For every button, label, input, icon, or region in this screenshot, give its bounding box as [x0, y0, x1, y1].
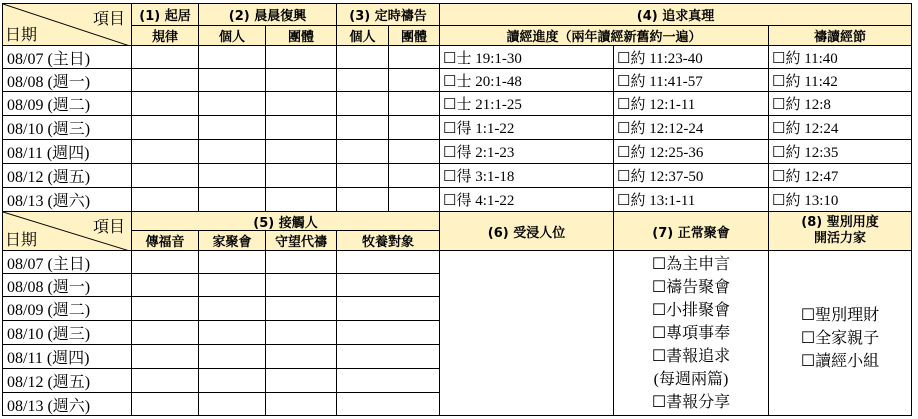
revival-group-cell[interactable] [265, 45, 337, 69]
prayer-group-cell[interactable] [388, 91, 440, 116]
nt-reading-checkbox[interactable]: ☐約 12:37-50 [613, 163, 769, 188]
corner-date-label: 日期 [5, 27, 38, 44]
ot-reading-checkbox[interactable]: ☐士 19:1-30 [439, 45, 614, 69]
header-col3-sub-group: 團體 [388, 25, 440, 46]
prayer-individual-cell[interactable] [336, 115, 389, 140]
revival-group-cell[interactable] [265, 163, 337, 188]
gospel-cell[interactable] [131, 368, 199, 393]
prayer-group-cell[interactable] [388, 187, 440, 212]
header-col6: (6) 受浸人位 [439, 211, 614, 251]
shepherding-cell[interactable] [336, 296, 440, 321]
meeting-service-checkbox[interactable]: ☐專項事奉 [651, 324, 731, 342]
intercession-cell[interactable] [265, 250, 337, 274]
prayer-group-cell[interactable] [388, 115, 440, 140]
shepherding-cell[interactable] [336, 344, 440, 369]
verse-checkbox[interactable]: ☐約 12:35 [768, 139, 912, 164]
verse-checkbox[interactable]: ☐約 11:42 [768, 68, 912, 92]
nt-reading-checkbox[interactable]: ☐約 11:41-57 [613, 68, 769, 92]
header-col3-sub-individual: 個人 [336, 25, 389, 46]
ot-reading-checkbox[interactable]: ☐得 4:1-22 [439, 187, 614, 212]
header-col5-home-meeting: 家聚會 [198, 230, 266, 251]
meeting-weekly-note: (每週兩篇) [653, 370, 729, 388]
corner-date-label: 日期 [5, 232, 38, 249]
shepherding-cell[interactable] [336, 368, 440, 393]
verse-checkbox[interactable]: ☐約 12:24 [768, 115, 912, 140]
gospel-cell[interactable] [131, 344, 199, 369]
header-col5-gospel: 傳福音 [131, 230, 199, 251]
routine-checkbox[interactable] [131, 45, 199, 69]
baptism-cell[interactable] [439, 250, 614, 416]
prayer-individual-cell[interactable] [336, 68, 389, 92]
revival-individual-cell[interactable] [198, 139, 266, 164]
revival-group-cell[interactable] [265, 68, 337, 92]
intercession-cell[interactable] [265, 273, 337, 297]
top-corner-header [2, 3, 132, 46]
bottom-corner-header [2, 211, 132, 251]
revival-group-cell[interactable] [265, 139, 337, 164]
gospel-cell[interactable] [131, 273, 199, 297]
prayer-group-cell[interactable] [388, 45, 440, 69]
prayer-group-cell[interactable] [388, 139, 440, 164]
date-cell: 08/11 (週四) [2, 344, 132, 369]
date-cell: 08/13 (週六) [2, 392, 132, 416]
routine-checkbox[interactable] [131, 187, 199, 212]
header-col1-sub: 規律 [131, 25, 199, 46]
header-col8-line2: 開活力家 [813, 231, 866, 246]
prayer-group-cell[interactable] [388, 163, 440, 188]
gospel-cell[interactable] [131, 392, 199, 416]
verse-checkbox[interactable]: ☐約 11:40 [768, 45, 912, 69]
prayer-individual-cell[interactable] [336, 163, 389, 188]
date-cell: 08/10 (週三) [2, 115, 132, 140]
routine-checkbox[interactable] [131, 163, 199, 188]
header-col4-verse: 禱讀經節 [768, 25, 912, 46]
routine-checkbox[interactable] [131, 139, 199, 164]
date-cell: 08/12 (週五) [2, 368, 132, 393]
date-cell: 08/08 (週一) [2, 273, 132, 297]
home-meeting-cell[interactable] [198, 392, 266, 416]
home-meeting-cell[interactable] [198, 320, 266, 345]
routine-checkbox[interactable] [131, 68, 199, 92]
corner-item-label: 項目 [92, 219, 125, 236]
date-cell: 08/11 (週四) [2, 139, 132, 164]
nt-reading-checkbox[interactable]: ☐約 13:1-11 [613, 187, 769, 212]
routine-checkbox[interactable] [131, 91, 199, 116]
header-col2: (2) 晨晨復興 [198, 3, 337, 26]
nt-reading-checkbox[interactable]: ☐約 12:25-36 [613, 139, 769, 164]
ot-reading-checkbox[interactable]: ☐得 1:1-22 [439, 115, 614, 140]
date-cell: 08/09 (週二) [2, 91, 132, 116]
meeting-small-group-checkbox[interactable]: ☐小排聚會 [651, 301, 731, 319]
date-cell: 08/10 (週三) [2, 320, 132, 345]
date-cell: 08/12 (週五) [2, 163, 132, 188]
meeting-book-sharing-checkbox[interactable]: ☐書報分享 [651, 393, 731, 411]
date-cell: 08/09 (週二) [2, 296, 132, 321]
intercession-cell[interactable] [265, 320, 337, 345]
home-meeting-cell[interactable] [198, 368, 266, 393]
header-col1: (1) 起居 [131, 3, 199, 26]
revival-individual-cell[interactable] [198, 115, 266, 140]
revival-individual-cell[interactable] [198, 163, 266, 188]
shepherding-cell[interactable] [336, 273, 440, 297]
meeting-prayer-checkbox[interactable]: ☐禱告聚會 [651, 278, 731, 296]
shepherding-cell[interactable] [336, 320, 440, 345]
home-meeting-cell[interactable] [198, 273, 266, 297]
consecrate-finance-checkbox[interactable]: ☐聖別理財 [800, 306, 880, 324]
intercession-cell[interactable] [265, 368, 337, 393]
header-col8 [768, 211, 912, 251]
verse-checkbox[interactable]: ☐約 12:47 [768, 163, 912, 188]
bible-study-group-checkbox[interactable]: ☐讀經小組 [800, 352, 880, 370]
header-col5-shepherding: 牧養對象 [336, 230, 440, 251]
header-col3: (3) 定時禱告 [336, 3, 440, 26]
header-col2-sub-group: 團體 [265, 25, 337, 46]
header-col5: (5) 接觸人 [131, 211, 440, 231]
routine-checkbox[interactable] [131, 115, 199, 140]
intercession-cell[interactable] [265, 344, 337, 369]
nt-reading-checkbox[interactable]: ☐約 11:23-40 [613, 45, 769, 69]
meeting-checklist [613, 250, 769, 416]
shepherding-cell[interactable] [336, 392, 440, 416]
home-meeting-cell[interactable] [198, 250, 266, 274]
header-col4-reading: 讀經進度（兩年讀經新舊約一遍） [439, 25, 769, 46]
revival-individual-cell[interactable] [198, 68, 266, 92]
gospel-cell[interactable] [131, 320, 199, 345]
revival-group-cell[interactable] [265, 187, 337, 212]
date-cell: 08/07 (主日) [2, 250, 132, 274]
nt-reading-checkbox[interactable]: ☐約 12:12-24 [613, 115, 769, 140]
ot-reading-checkbox[interactable]: ☐士 20:1-48 [439, 68, 614, 92]
intercession-cell[interactable] [265, 392, 337, 416]
header-col7: (7) 正常聚會 [613, 211, 769, 251]
header-col4: (4) 追求真理 [439, 3, 912, 26]
prayer-group-cell[interactable] [388, 68, 440, 92]
shepherding-cell[interactable] [336, 250, 440, 274]
prayer-individual-cell[interactable] [336, 91, 389, 116]
date-cell: 08/08 (週一) [2, 68, 132, 92]
verse-checkbox[interactable]: ☐約 12:8 [768, 91, 912, 116]
revival-individual-cell[interactable] [198, 91, 266, 116]
prayer-individual-cell[interactable] [336, 187, 389, 212]
family-parent-child-checkbox[interactable]: ☐全家親子 [800, 329, 880, 347]
home-meeting-cell[interactable] [198, 296, 266, 321]
nt-reading-checkbox[interactable]: ☐約 12:1-11 [613, 91, 769, 116]
intercession-cell[interactable] [265, 296, 337, 321]
date-cell: 08/13 (週六) [2, 187, 132, 212]
meeting-prophesy-checkbox[interactable]: ☐為主申言 [651, 255, 731, 273]
meeting-book-pursuit-checkbox[interactable]: ☐書報追求 [651, 347, 731, 365]
consecration-checklist [768, 250, 912, 416]
prayer-individual-cell[interactable] [336, 45, 389, 69]
ot-reading-checkbox[interactable]: ☐得 2:1-23 [439, 139, 614, 164]
header-col5-intercession: 守望代禱 [265, 230, 337, 251]
ot-reading-checkbox[interactable]: ☐士 21:1-25 [439, 91, 614, 116]
header-col2-sub-individual: 個人 [198, 25, 266, 46]
revival-individual-cell[interactable] [198, 187, 266, 212]
ot-reading-checkbox[interactable]: ☐得 3:1-18 [439, 163, 614, 188]
gospel-cell[interactable] [131, 296, 199, 321]
header-col8-line1: (8) 聖別用度 [801, 215, 879, 230]
revival-group-cell[interactable] [265, 115, 337, 140]
verse-checkbox[interactable]: ☐約 13:10 [768, 187, 912, 212]
date-cell: 08/07 (主日) [2, 45, 132, 69]
revival-group-cell[interactable] [265, 91, 337, 116]
home-meeting-cell[interactable] [198, 344, 266, 369]
prayer-individual-cell[interactable] [336, 139, 389, 164]
gospel-cell[interactable] [131, 250, 199, 274]
corner-item-label: 項目 [92, 11, 125, 28]
revival-individual-cell[interactable] [198, 45, 266, 69]
